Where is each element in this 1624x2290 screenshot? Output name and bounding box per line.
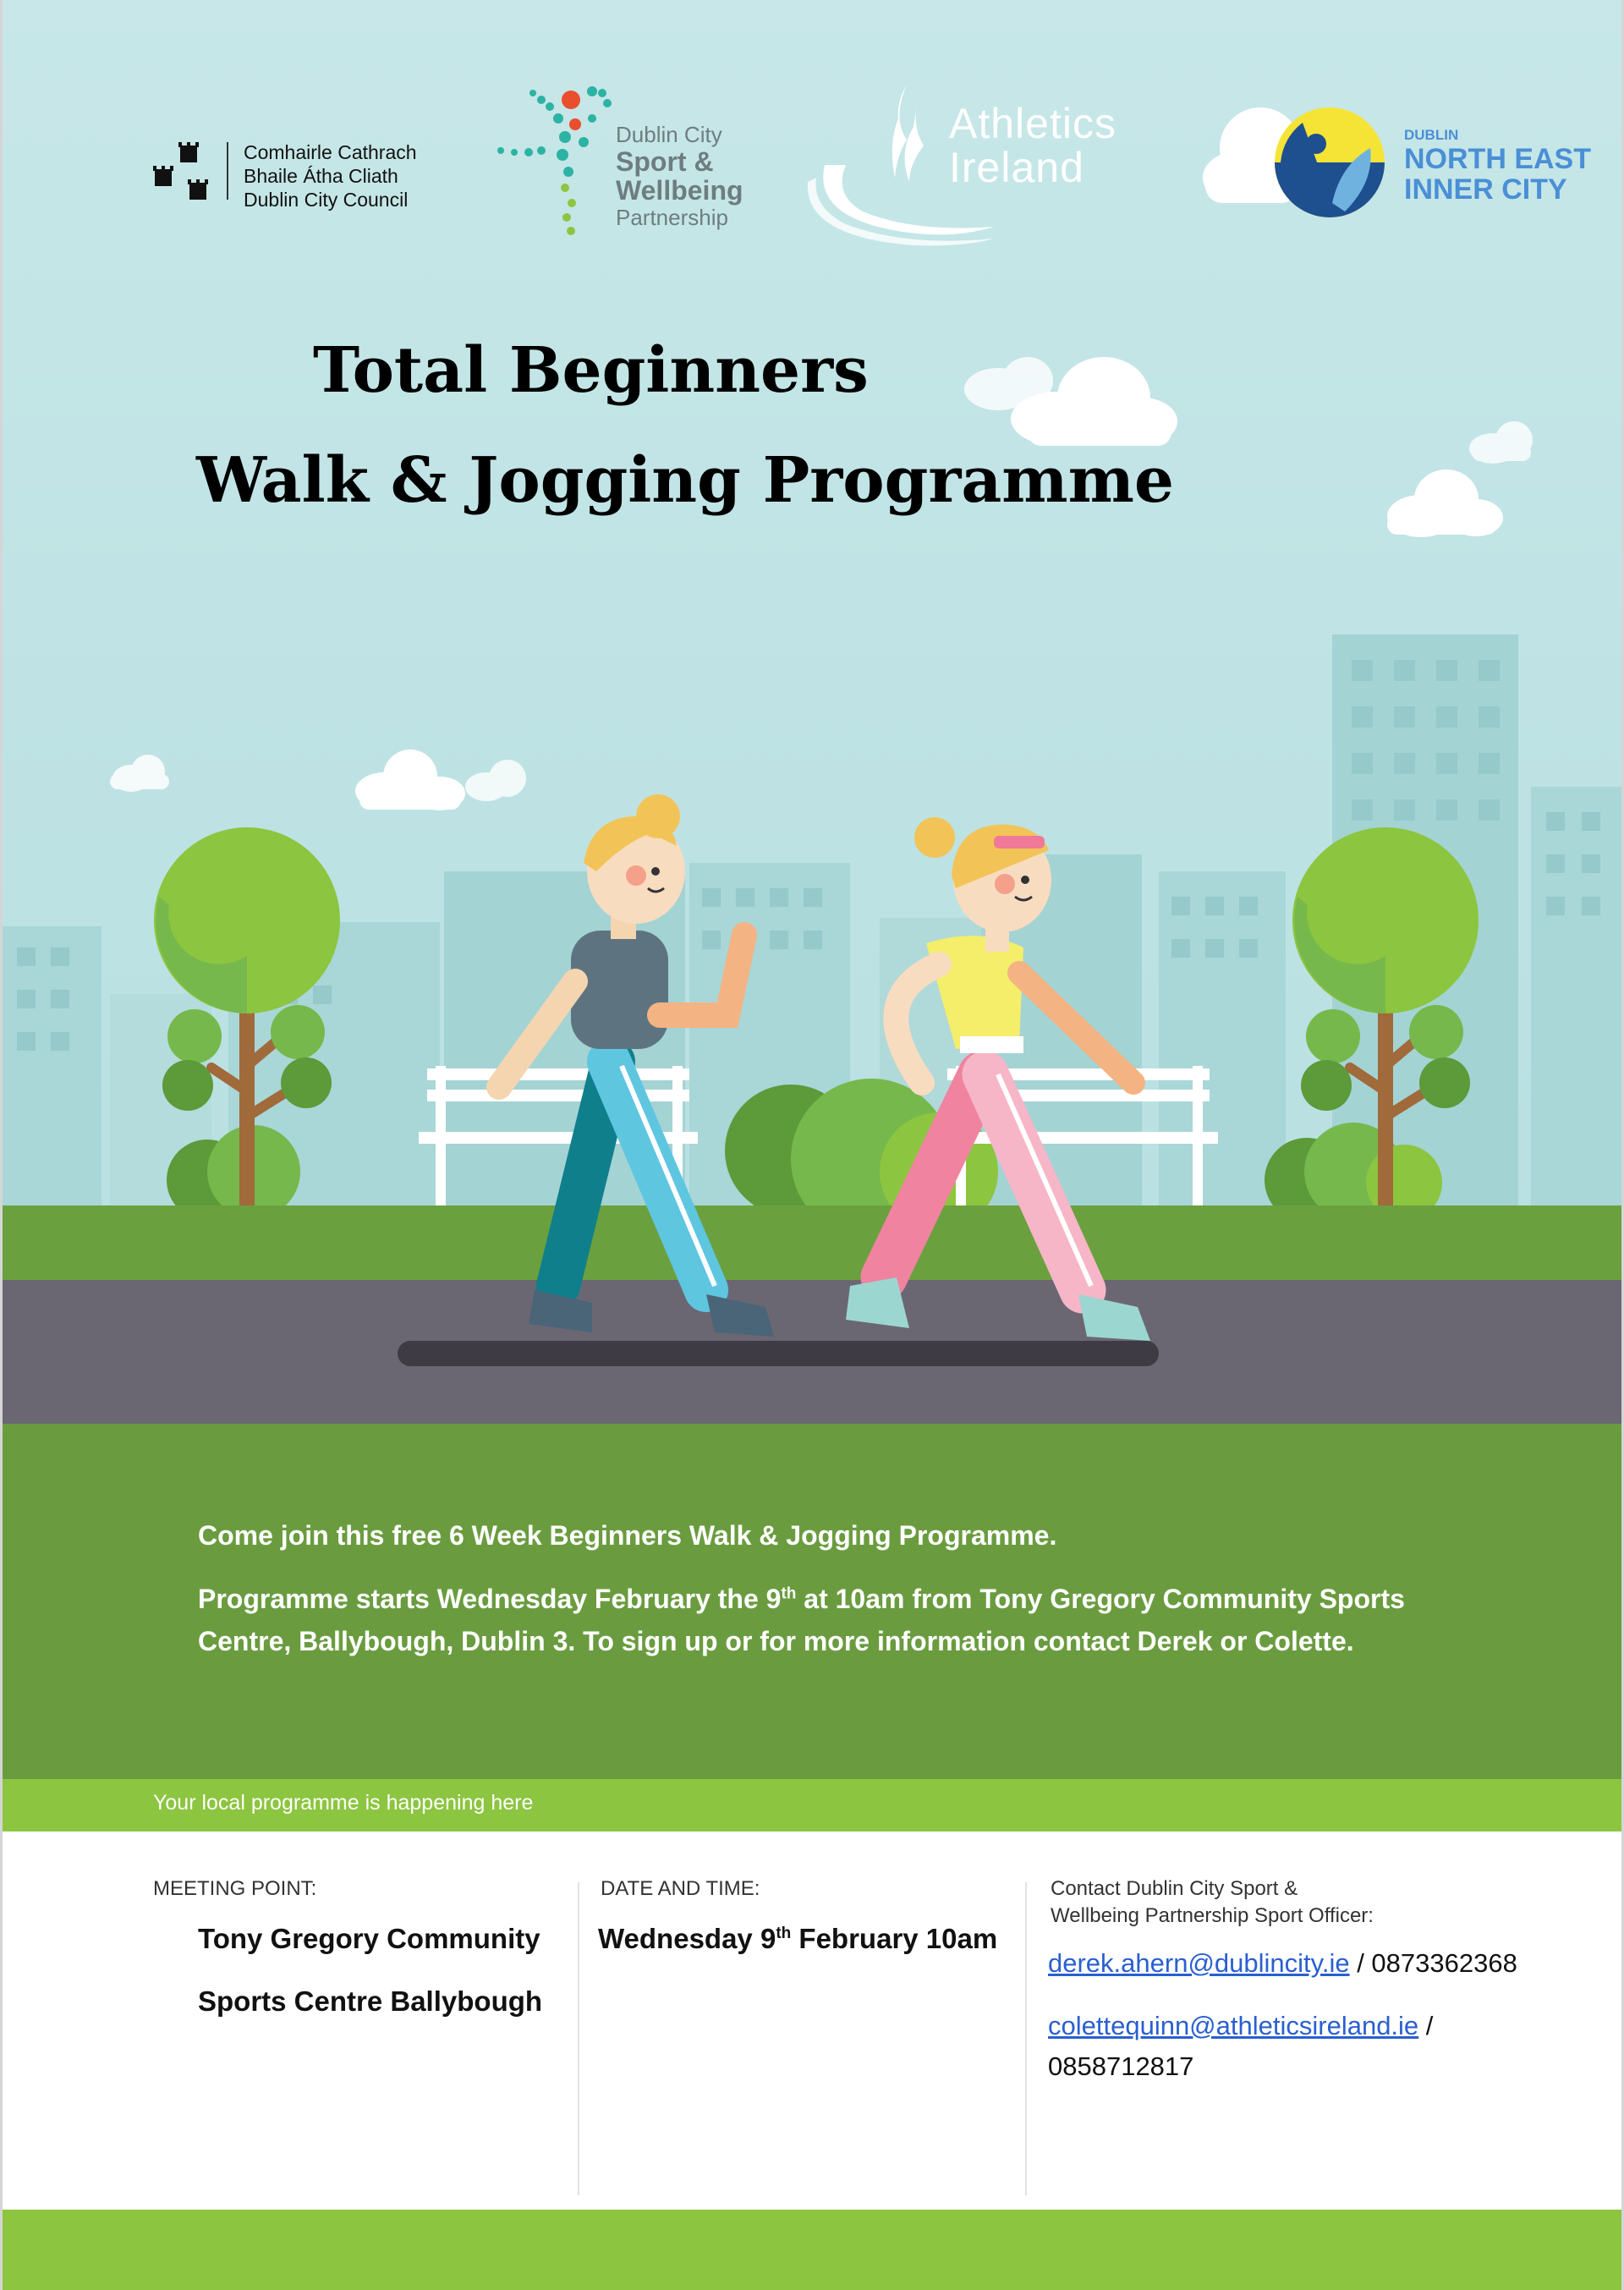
date-time-text: February 10am [791,1923,998,1954]
nei-emblem-icon [1275,107,1385,217]
date-time-text: Wednesday 9 [598,1923,776,1954]
sport-partnership-logo-text [616,122,743,230]
dcc-castles-icon [153,142,208,200]
info-details-text: Programme starts Wednesday February the 9 [198,1584,782,1614]
column-divider [1025,1882,1027,2195]
local-programme-text: Your local programme is happening here [153,1791,534,1815]
sport-line: Wellbeing [616,175,743,206]
walker-shadow [398,1341,1159,1366]
contact-label [1051,1875,1374,1930]
walker-left [499,794,774,1337]
ordinal-suffix: th [776,1925,792,1942]
info-intro: Come join this free 6 Week Beginners Walk & Jogging Programme. [198,1520,1057,1551]
meeting-point-line: Tony Gregory Community [198,1923,540,1954]
nei-line: INNER CITY [1404,173,1567,206]
meeting-point-line: Sports Centre Ballybough [198,1985,543,2017]
dcc-line: Bhaile Átha Cliath [244,165,398,187]
athletics-line: Ireland [949,144,1084,191]
info-details-text: at 10am from Tony Gregory Community Sports Centre, Ballybough, Dublin 3. To sign up or for more information contact Derek or Colette. [198,1584,1405,1656]
sport-line: Sport & [616,146,714,177]
athletics-ireland-logo-text [949,102,1116,189]
phone-derek: / 0873362368 [1349,1948,1517,1978]
email-link-derek[interactable]: derek.ahern@dublincity.ie [1048,1948,1350,1978]
athletics-line: Athletics [949,100,1116,147]
walker-right [846,817,1150,1341]
ordinal-suffix: th [781,1584,797,1603]
dcc-logo-text [244,140,417,211]
dcc-line: Dublin City Council [244,189,409,211]
contact-colette [1048,2006,1433,2046]
date-time-value [598,1908,997,1970]
local-programme-bar [0,1779,1624,1831]
sport-line: Dublin City [616,122,722,147]
info-section [0,1424,1624,1779]
nei-line: NORTH EAST [1404,143,1591,175]
date-time-label: DATE AND TIME: [601,1877,760,1900]
sport-partnership-figure-icon [497,86,612,235]
page-title: Total Beginners [313,334,869,407]
contact-derek [1048,1943,1517,1984]
details-section [0,1831,1624,2208]
meeting-point-label: MEETING POINT: [153,1877,317,1900]
email-link-colette[interactable]: colettequinn@athleticsireland.ie [1048,2011,1419,2040]
north-east-inner-city-logo-text [1404,127,1591,205]
dcc-line: Comhairle Cathrach [244,141,417,163]
page-subtitle: Walk & Jogging Programme [196,444,1174,517]
info-details [198,1578,1441,1662]
column-divider [578,1882,579,2195]
sport-line: Partnership [616,205,728,230]
contact-separator: / [1418,2011,1434,2040]
phone-colette: 0858712817 [1048,2051,1194,2081]
contact-label-line: Contact Dublin City Sport & [1051,1877,1298,1900]
dcc-divider [227,142,228,200]
footer-bar [0,2210,1624,2290]
logo-graphics [0,0,1624,271]
contact-label-line: Wellbeing Partnership Sport Officer: [1051,1904,1374,1927]
nei-line: DUBLIN [1404,127,1459,143]
